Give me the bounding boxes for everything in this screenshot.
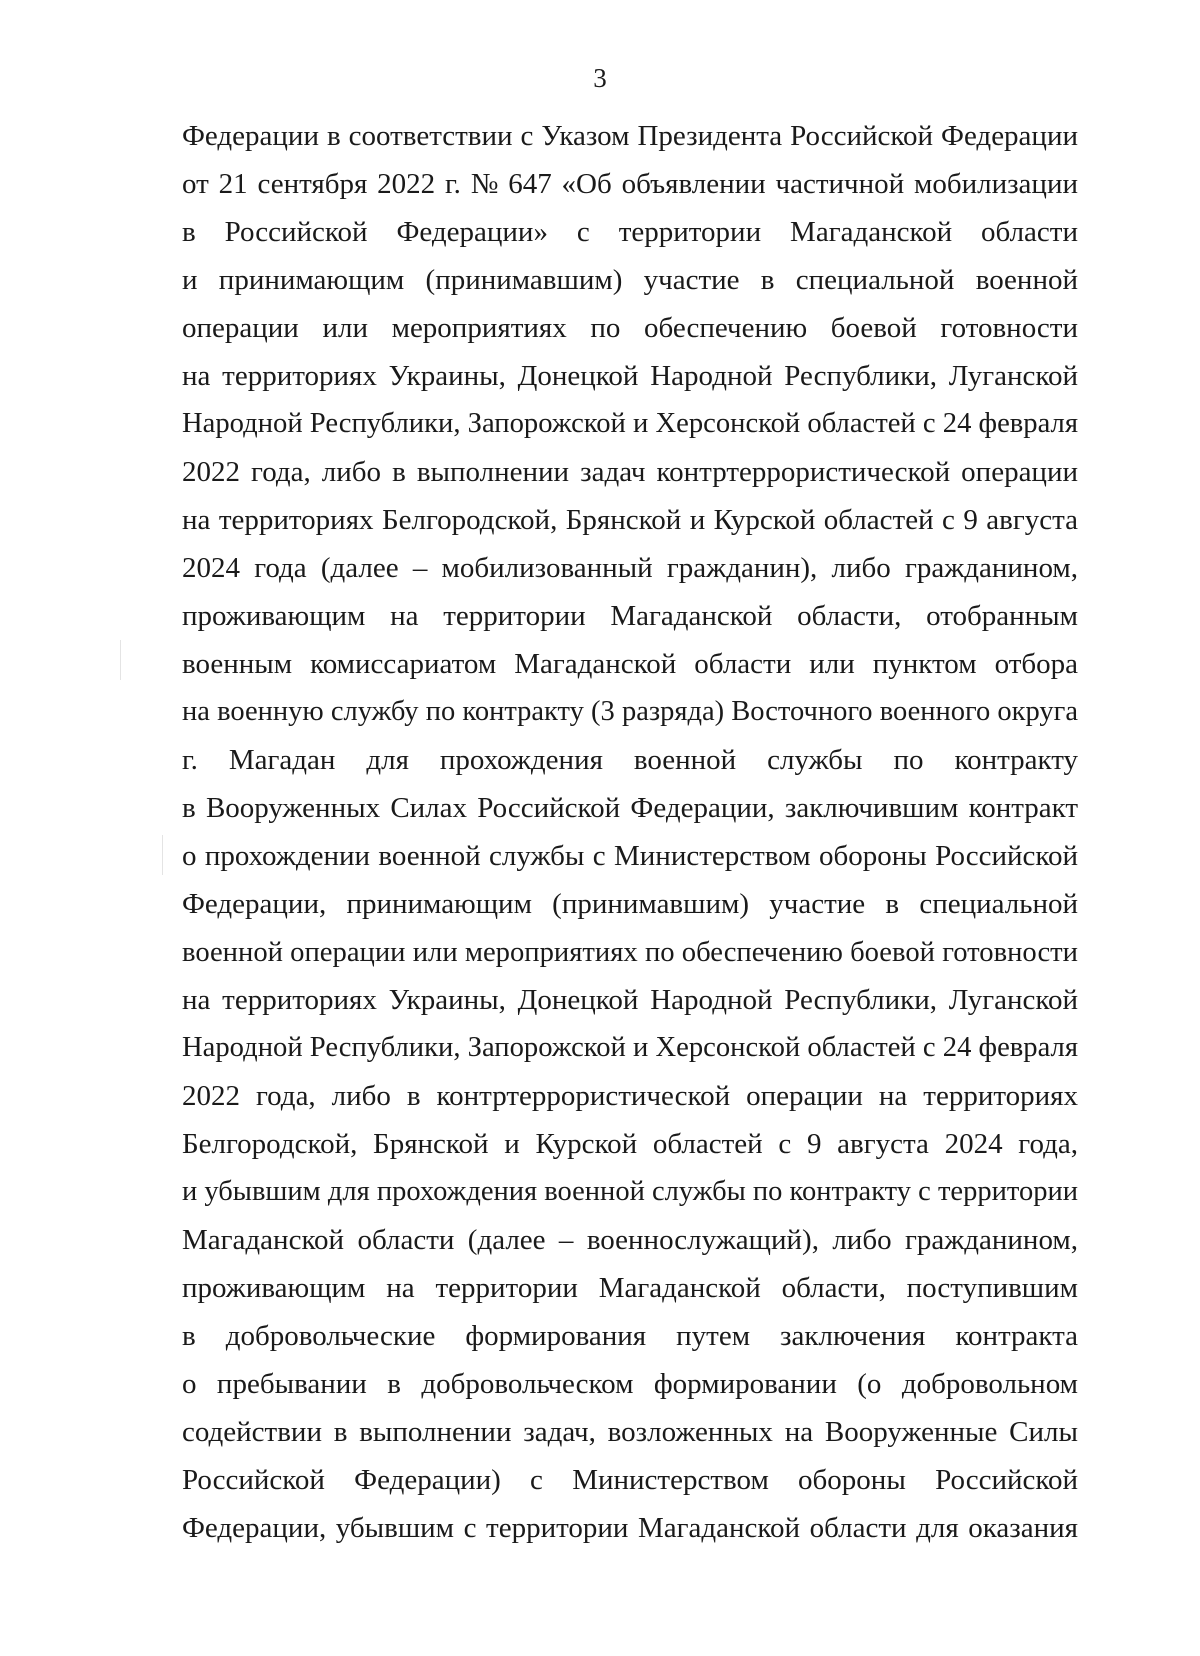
text-line: 2022 года, либо в контртеррористической операции на территориях xyxy=(182,1080,1078,1112)
text-line: и убывшим для прохождения военной службы по контракту с территории xyxy=(182,1176,1078,1207)
text-line: проживающим на территории Магаданской области, отобранным xyxy=(182,600,1078,632)
text-line: на территориях Украины, Донецкой Народной Республики, Луганской xyxy=(182,360,1078,392)
text-line: от 21 сентября 2022 г. № 647 «Об объявлении частичной мобилизации xyxy=(182,168,1078,200)
text-line: Российской Федерации) с Министерством обороны Российской xyxy=(182,1464,1078,1496)
text-line: 2022 года, либо в выполнении задач контртеррористической операции xyxy=(182,456,1078,488)
text-line: Магаданской области (далее – военнослужащий), либо гражданином, xyxy=(182,1224,1078,1256)
text-line: военным комиссариатом Магаданской области или пунктом отбора xyxy=(182,648,1078,680)
document-body xyxy=(182,112,1078,1552)
page-number: 3 xyxy=(593,63,607,93)
text-line: на военную службу по контракту (3 разряда) Восточного военного округа xyxy=(182,696,1078,727)
text-line: Народной Республики, Запорожской и Херсонской областей с 24 февраля xyxy=(182,408,1078,439)
text-line: военной операции или мероприятиях по обеспечению боевой готовности xyxy=(182,936,1078,968)
text-line: Народной Республики, Запорожской и Херсонской областей с 24 февраля xyxy=(182,1032,1078,1063)
text-line: операции или мероприятиях по обеспечению боевой готовности xyxy=(182,312,1078,344)
text-line: Федерации в соответствии с Указом Президента Российской Федерации xyxy=(182,120,1078,152)
scan-artifact xyxy=(162,835,163,875)
text-line: содействии в выполнении задач, возложенных на Вооруженные Силы xyxy=(182,1416,1078,1448)
text-line: Белгородской, Брянской и Курской областей с 9 августа 2024 года, xyxy=(182,1128,1078,1160)
text-line: в Вооруженных Силах Российской Федерации, заключившим контракт xyxy=(182,792,1078,824)
text-line: г. Магадан для прохождения военной службы по контракту xyxy=(182,744,1078,776)
text-line: в добровольческие формирования путем заключения контракта xyxy=(182,1320,1078,1352)
text-line: и принимающим (принимавшим) участие в специальной военной xyxy=(182,264,1078,296)
scan-artifact xyxy=(120,640,121,680)
text-line: на территориях Белгородской, Брянской и Курской областей с 9 августа xyxy=(182,504,1078,536)
text-line: проживающим на территории Магаданской области, поступившим xyxy=(182,1272,1078,1304)
text-line: в Российской Федерации» с территории Магаданской области xyxy=(182,216,1078,248)
text-line: о пребывании в добровольческом формировании (о добровольном xyxy=(182,1368,1078,1400)
text-line: на территориях Украины, Донецкой Народной Республики, Луганской xyxy=(182,984,1078,1016)
text-line: о прохождении военной службы с Министерством обороны Российской xyxy=(182,840,1078,872)
text-line: Федерации, убывшим с территории Магаданской области для оказания xyxy=(182,1512,1078,1544)
text-line: 2024 года (далее – мобилизованный гражданин), либо гражданином, xyxy=(182,552,1078,584)
text-line: Федерации, принимающим (принимавшим) участие в специальной xyxy=(182,888,1078,920)
